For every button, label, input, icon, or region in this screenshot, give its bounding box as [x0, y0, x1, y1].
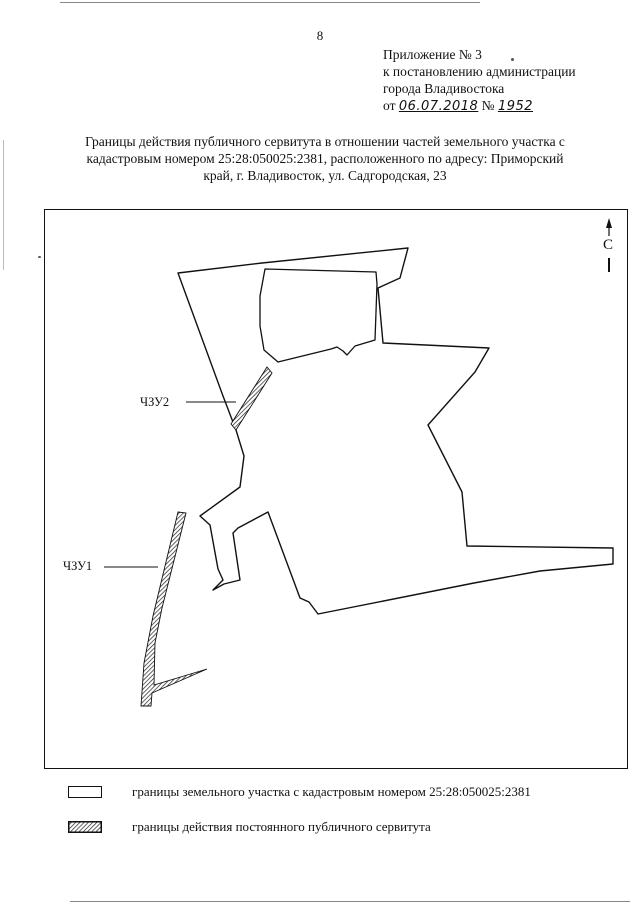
label-czu1: ЧЗУ1 [63, 559, 93, 573]
legend-swatch-outline [68, 786, 102, 798]
number-prefix: № [481, 98, 495, 113]
label-czu2: ЧЗУ2 [140, 395, 170, 409]
north-label: С [603, 237, 614, 253]
servitude-zone-czu2 [231, 367, 272, 430]
page-number: 8 [316, 28, 324, 43]
title-line-2: кадастровым номером 25:28:050025:2381, расположенного по адресу: Приморский [86, 151, 564, 166]
title-line-3: край, г. Владивосток, ул. Садгородская, 23 [203, 168, 447, 183]
building-contour [260, 269, 377, 362]
legend-text-parcel: границы земельного участка с кадастровым номером 25:28:050025:2381 [132, 784, 531, 799]
handwritten-number: 1952 [497, 99, 534, 114]
parcel-boundary [178, 248, 613, 614]
appendix-city: города Владивостока [383, 81, 505, 96]
appendix-title: Приложение № 3 [383, 47, 482, 62]
legend-text-servitude: границы действия постоянного публичного сервитута [132, 819, 431, 834]
servitude-zone-czu1 [141, 512, 207, 706]
legend-swatch-hatched [68, 821, 102, 833]
title-line-1: Границы действия публичного сервитута в отношении частей земельного участка с [85, 134, 565, 149]
handwritten-date: 06.07.2018 [398, 99, 479, 114]
date-prefix: от [383, 98, 396, 113]
appendix-decree: к постановлению администрации [383, 64, 576, 79]
